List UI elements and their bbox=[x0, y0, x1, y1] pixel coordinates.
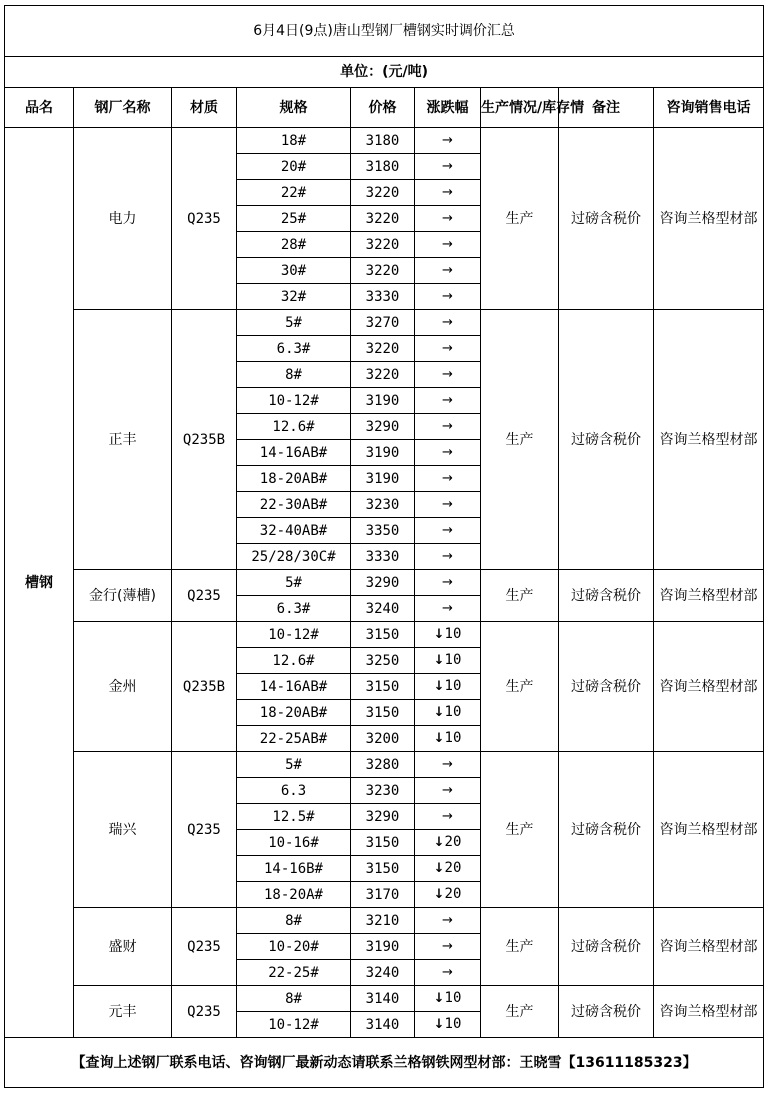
table-row bbox=[5, 908, 764, 934]
material: Q235B bbox=[172, 310, 237, 570]
price-table bbox=[4, 5, 764, 1088]
spec-cell: 30# bbox=[237, 258, 351, 284]
status-cell: 生产 bbox=[481, 622, 559, 752]
price-cell: 3190 bbox=[351, 440, 415, 466]
spec-cell: 28# bbox=[237, 232, 351, 258]
phone-cell: 咨询兰格型材部 bbox=[654, 908, 764, 986]
change-cell bbox=[415, 284, 481, 310]
spec-cell: 22# bbox=[237, 180, 351, 206]
change-cell bbox=[415, 804, 481, 830]
material: Q235 bbox=[172, 986, 237, 1038]
status-cell: 生产 bbox=[481, 570, 559, 622]
change-cell bbox=[415, 778, 481, 804]
spec-cell: 10-16# bbox=[237, 830, 351, 856]
mill-name: 盛财 bbox=[74, 908, 172, 986]
arrow-right-icon: → bbox=[442, 263, 453, 278]
header-row bbox=[5, 88, 764, 128]
price-cell: 3150 bbox=[351, 622, 415, 648]
change-cell bbox=[415, 596, 481, 622]
header-change: 涨跌幅 bbox=[415, 88, 481, 128]
phone-cell: 咨询兰格型材部 bbox=[654, 622, 764, 752]
arrow-right-icon: → bbox=[442, 237, 453, 252]
price-cell: 3290 bbox=[351, 414, 415, 440]
change-cell bbox=[415, 414, 481, 440]
spec-cell: 14-16AB# bbox=[237, 674, 351, 700]
arrow-right-icon: → bbox=[442, 471, 453, 486]
arrow-right-icon: → bbox=[442, 965, 453, 980]
table-row bbox=[5, 570, 764, 596]
arrow-right-icon: → bbox=[442, 575, 453, 590]
header-phone: 咨询销售电话 bbox=[654, 88, 764, 128]
phone-cell: 咨询兰格型材部 bbox=[654, 986, 764, 1038]
change-cell bbox=[415, 180, 481, 206]
note-cell: 过磅含税价 bbox=[559, 908, 654, 986]
arrow-right-icon: → bbox=[442, 601, 453, 616]
mill-name: 正丰 bbox=[74, 310, 172, 570]
material: Q235 bbox=[172, 752, 237, 908]
change-cell bbox=[415, 388, 481, 414]
change-cell bbox=[415, 492, 481, 518]
change-cell bbox=[415, 752, 481, 778]
spec-cell: 6.3# bbox=[237, 336, 351, 362]
header-mill: 钢厂名称 bbox=[74, 88, 172, 128]
change-cell bbox=[415, 726, 481, 752]
note-cell: 过磅含税价 bbox=[559, 310, 654, 570]
arrow-down-icon: ↓ bbox=[433, 627, 445, 642]
price-cell: 3210 bbox=[351, 908, 415, 934]
price-cell: 3240 bbox=[351, 960, 415, 986]
arrow-right-icon: → bbox=[442, 185, 453, 200]
spec-cell: 5# bbox=[237, 752, 351, 778]
material: Q235 bbox=[172, 570, 237, 622]
spec-cell: 32-40AB# bbox=[237, 518, 351, 544]
price-cell: 3330 bbox=[351, 544, 415, 570]
status-cell: 生产 bbox=[481, 908, 559, 986]
price-cell: 3270 bbox=[351, 310, 415, 336]
arrow-down-icon: ↓ bbox=[433, 1017, 445, 1032]
arrow-right-icon: → bbox=[442, 497, 453, 512]
arrow-down-icon: ↓ bbox=[433, 731, 445, 746]
spec-cell: 8# bbox=[237, 908, 351, 934]
change-cell bbox=[415, 310, 481, 336]
spec-cell: 10-12# bbox=[237, 1012, 351, 1038]
unit-label: 单位：(元/吨) bbox=[5, 57, 764, 88]
price-cell: 3290 bbox=[351, 804, 415, 830]
arrow-right-icon: → bbox=[442, 523, 453, 538]
price-cell: 3150 bbox=[351, 856, 415, 882]
change-value: 20 bbox=[444, 834, 462, 850]
product-name: 槽钢 bbox=[5, 128, 74, 1038]
spec-cell: 12.5# bbox=[237, 804, 351, 830]
spec-cell: 14-16B# bbox=[237, 856, 351, 882]
price-cell: 3140 bbox=[351, 1012, 415, 1038]
status-cell: 生产 bbox=[481, 752, 559, 908]
phone-cell: 咨询兰格型材部 bbox=[654, 128, 764, 310]
change-cell bbox=[415, 1012, 481, 1038]
price-cell: 3190 bbox=[351, 388, 415, 414]
page-title: 6月4日(9点)唐山型钢厂槽钢实时调价汇总 bbox=[5, 6, 764, 57]
change-cell bbox=[415, 544, 481, 570]
header-note: 备注 bbox=[559, 88, 654, 128]
price-cell: 3200 bbox=[351, 726, 415, 752]
spec-cell: 18-20AB# bbox=[237, 700, 351, 726]
change-value: 10 bbox=[444, 652, 462, 668]
spec-cell: 6.3 bbox=[237, 778, 351, 804]
footer-contact: 【查询上述钢厂联系电话、咨询钢厂最新动态请联系兰格钢铁网型材部：王晓雪【13611185323】 bbox=[5, 1038, 764, 1088]
spec-cell: 18-20A# bbox=[237, 882, 351, 908]
spec-cell: 5# bbox=[237, 310, 351, 336]
price-cell: 3250 bbox=[351, 648, 415, 674]
arrow-right-icon: → bbox=[442, 367, 453, 382]
change-cell bbox=[415, 232, 481, 258]
price-cell: 3140 bbox=[351, 986, 415, 1012]
material: Q235 bbox=[172, 908, 237, 986]
change-cell bbox=[415, 648, 481, 674]
arrow-right-icon: → bbox=[442, 809, 453, 824]
arrow-right-icon: → bbox=[442, 393, 453, 408]
change-value: 10 bbox=[444, 1016, 462, 1032]
arrow-right-icon: → bbox=[442, 419, 453, 434]
spec-cell: 22-25AB# bbox=[237, 726, 351, 752]
change-cell bbox=[415, 700, 481, 726]
change-value: 10 bbox=[444, 730, 462, 746]
change-cell bbox=[415, 154, 481, 180]
header-product: 品名 bbox=[5, 88, 74, 128]
change-value: 10 bbox=[444, 704, 462, 720]
spec-cell: 12.6# bbox=[237, 648, 351, 674]
note-cell: 过磅含税价 bbox=[559, 752, 654, 908]
arrow-down-icon: ↓ bbox=[433, 679, 445, 694]
arrow-right-icon: → bbox=[442, 445, 453, 460]
arrow-right-icon: → bbox=[442, 133, 453, 148]
arrow-down-icon: ↓ bbox=[433, 705, 445, 720]
note-cell: 过磅含税价 bbox=[559, 570, 654, 622]
change-cell bbox=[415, 830, 481, 856]
spec-cell: 10-12# bbox=[237, 388, 351, 414]
header-price: 价格 bbox=[351, 88, 415, 128]
header-status: 生产情况/库存情 bbox=[481, 88, 559, 128]
mill-name: 元丰 bbox=[74, 986, 172, 1038]
spec-cell: 6.3# bbox=[237, 596, 351, 622]
arrow-right-icon: → bbox=[442, 341, 453, 356]
change-cell bbox=[415, 466, 481, 492]
change-cell bbox=[415, 882, 481, 908]
spec-cell: 25/28/30C# bbox=[237, 544, 351, 570]
change-cell bbox=[415, 258, 481, 284]
spec-cell: 14-16AB# bbox=[237, 440, 351, 466]
change-value: 10 bbox=[444, 990, 462, 1006]
price-cell: 3220 bbox=[351, 336, 415, 362]
spec-cell: 12.6# bbox=[237, 414, 351, 440]
change-cell bbox=[415, 206, 481, 232]
change-cell bbox=[415, 622, 481, 648]
arrow-right-icon: → bbox=[442, 939, 453, 954]
phone-cell: 咨询兰格型材部 bbox=[654, 752, 764, 908]
change-value: 10 bbox=[444, 678, 462, 694]
table-row bbox=[5, 986, 764, 1012]
change-cell bbox=[415, 856, 481, 882]
spec-cell: 25# bbox=[237, 206, 351, 232]
price-cell: 3150 bbox=[351, 674, 415, 700]
price-cell: 3350 bbox=[351, 518, 415, 544]
spec-cell: 18# bbox=[237, 128, 351, 154]
price-cell: 3150 bbox=[351, 830, 415, 856]
price-cell: 3220 bbox=[351, 206, 415, 232]
spec-cell: 5# bbox=[237, 570, 351, 596]
mill-name: 金州 bbox=[74, 622, 172, 752]
arrow-right-icon: → bbox=[442, 549, 453, 564]
arrow-right-icon: → bbox=[442, 783, 453, 798]
change-cell bbox=[415, 960, 481, 986]
header-material: 材质 bbox=[172, 88, 237, 128]
mill-name: 电力 bbox=[74, 128, 172, 310]
price-cell: 3180 bbox=[351, 154, 415, 180]
price-cell: 3330 bbox=[351, 284, 415, 310]
change-cell bbox=[415, 128, 481, 154]
material: Q235 bbox=[172, 128, 237, 310]
price-cell: 3220 bbox=[351, 362, 415, 388]
table-row bbox=[5, 622, 764, 648]
arrow-right-icon: → bbox=[442, 913, 453, 928]
arrow-down-icon: ↓ bbox=[433, 653, 445, 668]
change-value: 20 bbox=[444, 860, 462, 876]
table-row bbox=[5, 752, 764, 778]
price-cell: 3150 bbox=[351, 700, 415, 726]
arrow-down-icon: ↓ bbox=[433, 861, 445, 876]
change-value: 20 bbox=[444, 886, 462, 902]
change-value: 10 bbox=[444, 626, 462, 642]
spec-cell: 10-20# bbox=[237, 934, 351, 960]
status-cell: 生产 bbox=[481, 128, 559, 310]
change-cell bbox=[415, 440, 481, 466]
table-row bbox=[5, 128, 764, 154]
price-cell: 3190 bbox=[351, 934, 415, 960]
price-cell: 3290 bbox=[351, 570, 415, 596]
arrow-right-icon: → bbox=[442, 289, 453, 304]
price-cell: 3180 bbox=[351, 128, 415, 154]
price-cell: 3240 bbox=[351, 596, 415, 622]
mill-name: 瑞兴 bbox=[74, 752, 172, 908]
price-cell: 3170 bbox=[351, 882, 415, 908]
material: Q235B bbox=[172, 622, 237, 752]
change-cell bbox=[415, 362, 481, 388]
status-cell: 生产 bbox=[481, 986, 559, 1038]
arrow-right-icon: → bbox=[442, 211, 453, 226]
spec-cell: 32# bbox=[237, 284, 351, 310]
arrow-down-icon: ↓ bbox=[433, 835, 445, 850]
arrow-down-icon: ↓ bbox=[433, 991, 445, 1006]
price-cell: 3230 bbox=[351, 778, 415, 804]
arrow-down-icon: ↓ bbox=[433, 887, 445, 902]
price-cell: 3190 bbox=[351, 466, 415, 492]
spec-cell: 8# bbox=[237, 362, 351, 388]
change-cell bbox=[415, 518, 481, 544]
change-cell bbox=[415, 570, 481, 596]
price-cell: 3220 bbox=[351, 258, 415, 284]
arrow-right-icon: → bbox=[442, 757, 453, 772]
price-cell: 3230 bbox=[351, 492, 415, 518]
change-cell bbox=[415, 908, 481, 934]
change-cell bbox=[415, 934, 481, 960]
table-row bbox=[5, 310, 764, 336]
spec-cell: 10-12# bbox=[237, 622, 351, 648]
price-cell: 3220 bbox=[351, 232, 415, 258]
price-cell: 3280 bbox=[351, 752, 415, 778]
change-cell bbox=[415, 336, 481, 362]
mill-name: 金行(薄槽) bbox=[74, 570, 172, 622]
change-cell bbox=[415, 674, 481, 700]
header-spec: 规格 bbox=[237, 88, 351, 128]
change-cell bbox=[415, 986, 481, 1012]
arrow-right-icon: → bbox=[442, 315, 453, 330]
note-cell: 过磅含税价 bbox=[559, 622, 654, 752]
arrow-right-icon: → bbox=[442, 159, 453, 174]
spec-cell: 20# bbox=[237, 154, 351, 180]
spec-cell: 18-20AB# bbox=[237, 466, 351, 492]
spec-cell: 8# bbox=[237, 986, 351, 1012]
note-cell: 过磅含税价 bbox=[559, 128, 654, 310]
note-cell: 过磅含税价 bbox=[559, 986, 654, 1038]
status-cell: 生产 bbox=[481, 310, 559, 570]
spec-cell: 22-30AB# bbox=[237, 492, 351, 518]
spec-cell: 22-25# bbox=[237, 960, 351, 986]
phone-cell: 咨询兰格型材部 bbox=[654, 570, 764, 622]
phone-cell: 咨询兰格型材部 bbox=[654, 310, 764, 570]
price-cell: 3220 bbox=[351, 180, 415, 206]
